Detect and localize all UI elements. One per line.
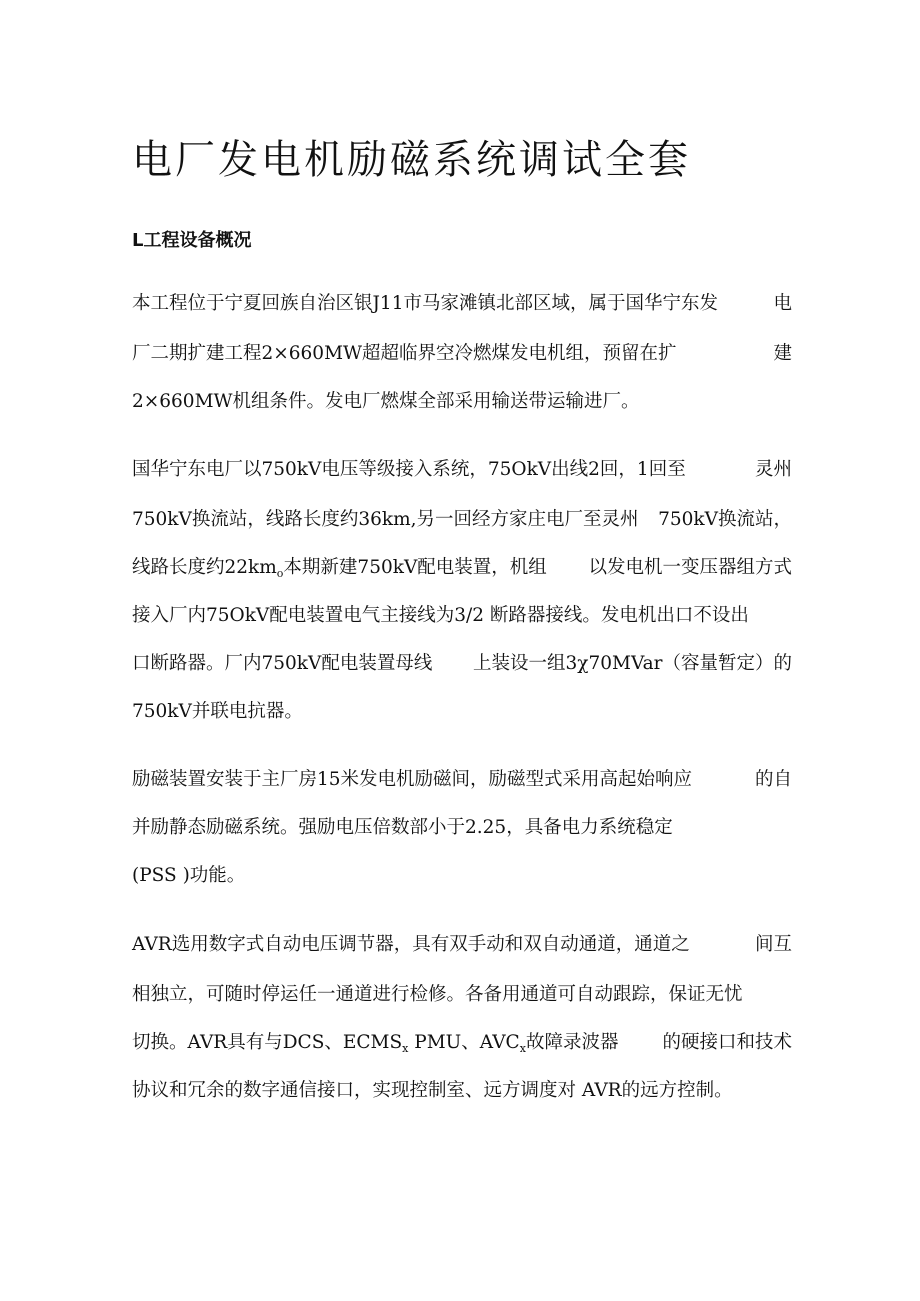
text-segment: 故障录波器 [525, 1032, 619, 1053]
paragraph-line [132, 507, 792, 533]
text-segment: 以发电机一变压器组方式 [588, 557, 792, 578]
text-segment: 国华宁东电厂以750kV电压等级接入系统，75OkV出线2回，1回至 [132, 459, 686, 480]
paragraph-line [132, 767, 792, 793]
text-segment: 励磁装置安装于主厂房15米发电机励磁间，励磁型式采用高起始响应 [132, 769, 693, 790]
text-segment: 厂二期扩建工程2×660MW超超临界空冷燃煤发电机组，预留在扩 [132, 343, 677, 364]
paragraph-line: 协议和冗余的数字通信接口，实现控制室、远方调度对 AVR的远方控制。 [132, 1080, 733, 1101]
text-segment: 的硬接口和技术 [662, 1032, 792, 1053]
text-segment: 间互 [754, 934, 792, 955]
text-segment [132, 1030, 618, 1062]
paragraph-line [132, 555, 792, 587]
paragraph-line [132, 341, 792, 367]
text-segment: 灵州 [754, 459, 792, 480]
paragraph-line: 相独立，可随时停运任一通道进行检修。各备用通道可自动跟踪，保证无忧 [132, 984, 743, 1005]
page-title: 电厂发电机励磁系统调试全套 [132, 137, 691, 183]
text-segment: PMU、AVC [408, 1032, 520, 1053]
text-segment: 建 [773, 343, 792, 364]
text-segment: 本工程位于宁夏回族自治区银J11市马家滩镇北部区域，属于国华宁东发 [132, 293, 718, 314]
section-heading: L工程设备概况 [132, 230, 252, 251]
text-segment: 本期新建750kV配电装置，机组 [283, 557, 547, 578]
text-segment: 750kV换流站，线路长度约36km,另一回经方家庄电厂至灵州 [132, 509, 639, 530]
text-segment: 的自 [754, 769, 792, 790]
text-segment: 750kV换流站， [658, 509, 792, 530]
text-segment [132, 555, 547, 587]
paragraph-line: 2×660MW机组条件。发电厂燃煤全部采用输送带运输进厂。 [132, 391, 640, 412]
paragraph-line: 750kV并联电抗器。 [132, 701, 303, 722]
text-segment: 口断路器。厂内750kV配电装置母线 [132, 653, 433, 674]
paragraph-line [132, 1030, 792, 1062]
text-segment: 切换。AVR具有与DCS、ECMS [132, 1032, 403, 1053]
text-segment: 线路长度约22km [132, 557, 277, 578]
subscript: o [276, 567, 284, 580]
subscript: x [402, 1042, 409, 1055]
paragraph-line: 并励静态励磁系统。强励电压倍数部小于2.25，具备电力系统稳定 [132, 817, 673, 838]
text-segment: AVR选用数字式自动电压调节器，具有双手动和双自动通道，通道之 [132, 934, 690, 955]
text-segment: 上装设一组3χ70MVar（容量暂定）的 [473, 653, 792, 674]
paragraph-line [132, 932, 792, 958]
paragraph-line [132, 651, 792, 677]
paragraph-line [132, 457, 792, 483]
subscript: x [519, 1042, 526, 1055]
paragraph-line: 接入厂内75OkV配电装置电气主接线为3/2 断路器接线。发电机出口不设出 [132, 605, 749, 626]
paragraph-line [132, 291, 792, 317]
text-segment: 电 [773, 293, 792, 314]
paragraph-line: (PSS )功能。 [132, 865, 246, 886]
